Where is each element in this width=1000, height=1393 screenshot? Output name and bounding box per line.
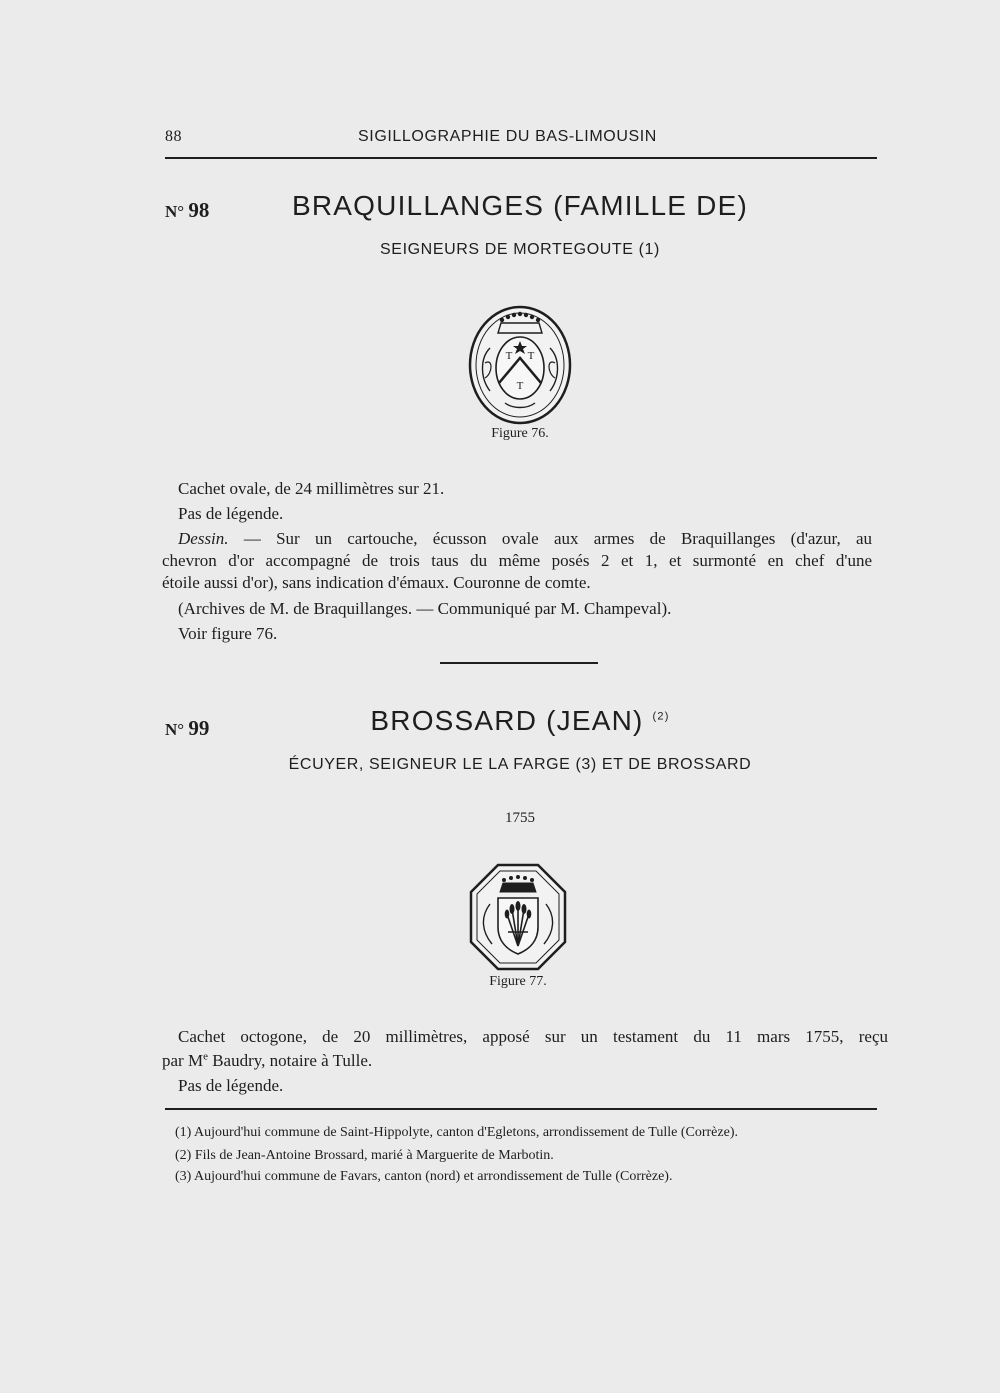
entry-98-subtitle: SEIGNEURS DE MORTEGOUTE (1) [380, 241, 660, 258]
oval-seal-icon [465, 303, 575, 428]
figure-77-caption: Figure 77. [489, 974, 547, 989]
svg-text:T: T [505, 350, 513, 362]
entry-98-line-5: étoile aussi d'or), sans indication d'émaux. Couronne de comte. [162, 573, 591, 592]
section-divider [440, 662, 598, 664]
entry-98-title: BRAQUILLANGES (FAMILLE DE) [292, 190, 748, 221]
svg-text:T: T [516, 380, 524, 392]
footnote-3: (3) Aujourd'hui commune de Favars, canton (nord) et arrondissement de Tulle (Corrèze). [175, 1169, 673, 1184]
footnote-1: (1) Aujourd'hui commune de Saint-Hippolyte, canton d'Egletons, arrondissement de Tulle (Corrèze). [175, 1125, 738, 1140]
entry-99-subtitle: ÉCUYER, SEIGNEUR LE LA FARGE (3) ET DE BROSSARD [288, 756, 752, 773]
entry-99-line-3: Pas de légende. [178, 1076, 284, 1095]
octagonal-seal-icon [468, 862, 568, 972]
entry-98-line-7: Voir figure 76. [178, 624, 278, 643]
entry-99-number: N° 99 [165, 716, 210, 740]
entry-98-line-4: chevron d'or accompagné de trois taus du même posés 2 et 1, et surmonté en chef d'une [162, 551, 872, 570]
running-title: SIGILLOGRAPHIE DU BAS-LIMOUSIN [358, 128, 657, 145]
entry-98-line-1: Cachet ovale, de 24 millimètres sur 21. [178, 479, 445, 498]
entry-98-line-6: (Archives de M. de Braquillanges. — Communiqué par M. Champeval). [178, 599, 672, 618]
dessin-label: Dessin. [178, 529, 229, 548]
entry-98-line-3: Dessin. — Sur un cartouche, écusson ovale aux armes de Braquillanges (d'azur, au [178, 529, 873, 548]
entry-99-line-1: Cachet octogone, de 20 millimètres, apposé sur un testament du 11 mars 1755, reçu [178, 1027, 888, 1046]
entry-99-title: BROSSARD (JEAN) $^{(2)}$ [370, 705, 670, 736]
title-note: (2) [652, 710, 670, 723]
entry-98-line-2: Pas de légende. [178, 504, 284, 523]
svg-text:T: T [527, 350, 535, 362]
entry-99-year: 1755 [505, 810, 535, 826]
header-rule [165, 157, 877, 159]
entry-99-line-2: par Me Baudry, notaire à Tulle. [162, 1050, 373, 1070]
entry-98-number: N° 98 [165, 198, 210, 222]
page-number: 88 [165, 128, 182, 145]
footnote-rule [165, 1108, 877, 1110]
figure-76-caption: Figure 76. [491, 426, 549, 441]
footnote-2: (2) Fils de Jean-Antoine Brossard, marié à Marguerite de Marbotin. [175, 1148, 554, 1163]
